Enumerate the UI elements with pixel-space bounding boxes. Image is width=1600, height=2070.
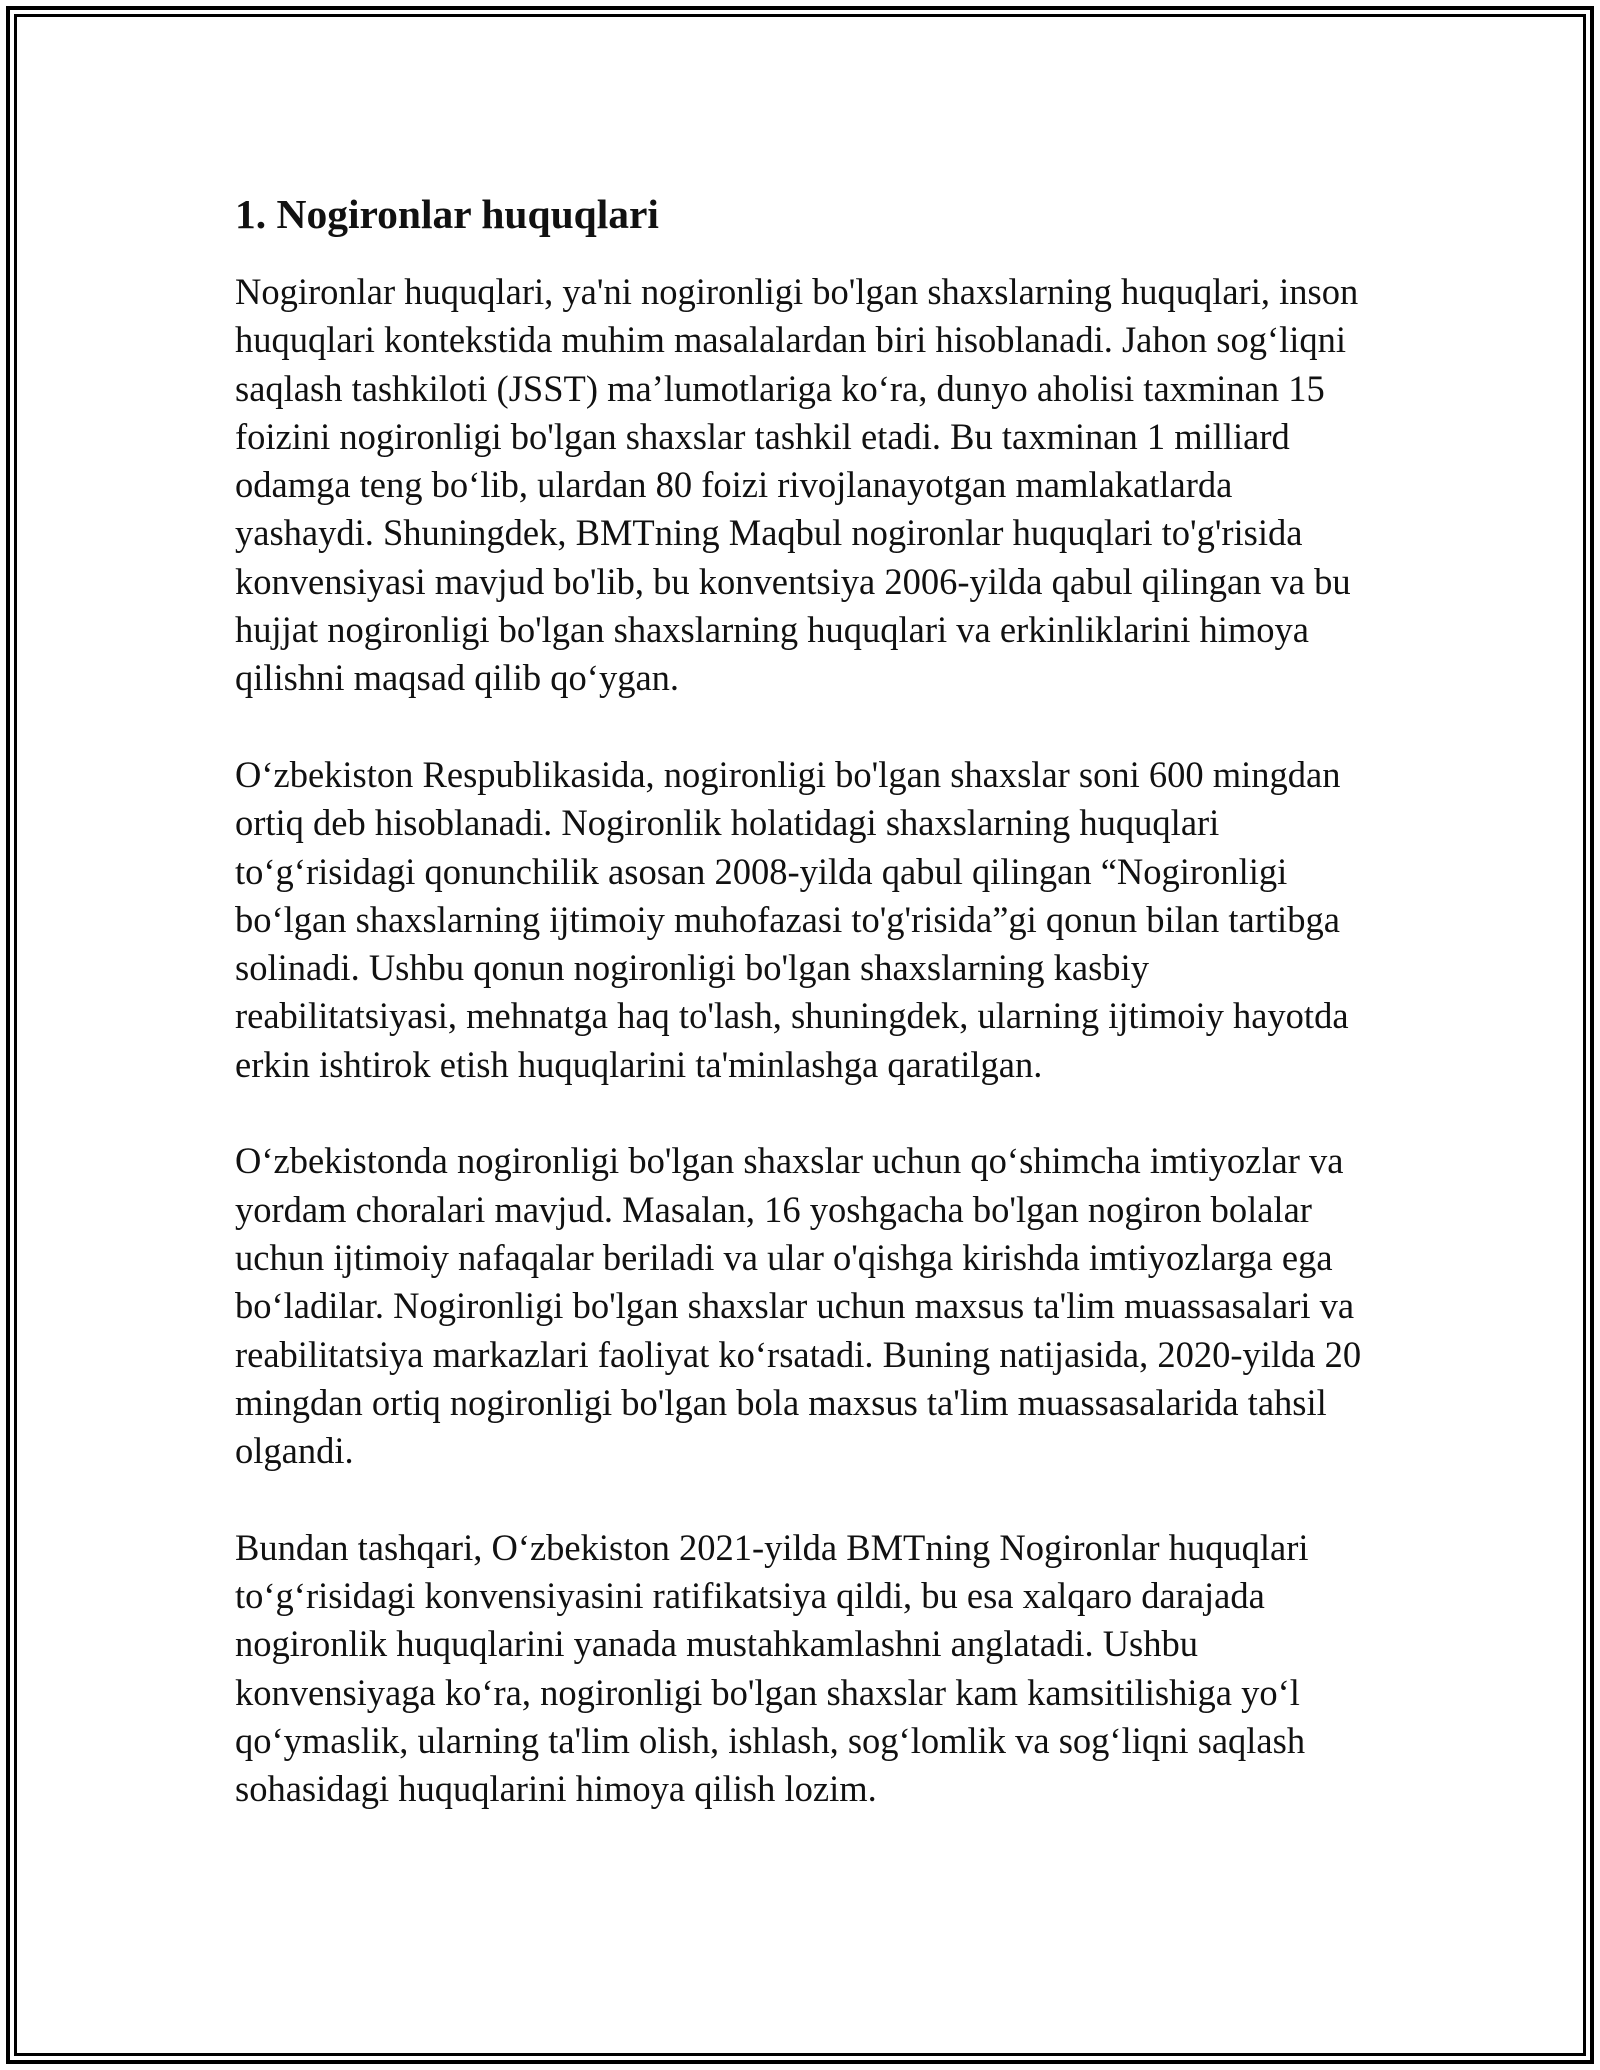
paragraph-line: ortiq deb hisoblanadi. Nogironlik holatidagi shaxslarning huquqlari	[235, 802, 1220, 844]
paragraph-1	[235, 268, 1435, 703]
paragraph-line: erkin ishtirok etish huquqlarini ta'minlashga qaratilgan.	[235, 1043, 1043, 1085]
paragraph-line: reabilitatsiya markazlari faoliyat ko‘rsatadi. Buning natijasida, 2020-yilda 20	[235, 1333, 1362, 1375]
paragraph-line: qilishni maqsad qilib qo‘ygan.	[235, 657, 680, 699]
paragraph-line: Bundan tashqari, O‘zbekiston 2021-yilda BMTning Nogironlar huquqlari	[235, 1526, 1309, 1568]
paragraph-line: bo‘lgan shaxslarning ijtimoiy muhofazasi to'g'risida”gi qonun bilan tartibga	[235, 898, 1340, 940]
paragraph-line: yashaydi. Shuningdek, BMTning Maqbul nogironlar huquqlari to'g'risida	[235, 512, 1303, 554]
paragraph-line: foizini nogironligi bo'lgan shaxslar tashkil etadi. Bu taxminan 1 milliard	[235, 415, 1290, 457]
paragraph-4	[235, 1524, 1435, 1814]
paragraph-line: hujjat nogironligi bo'lgan shaxslarning huquqlari va erkinliklarini himoya	[235, 609, 1310, 651]
paragraph-line: bo‘ladilar. Nogironligi bo'lgan shaxslar uchun maxsus ta'lim muassasalari va	[235, 1285, 1355, 1327]
paragraph-line: to‘g‘risidagi qonunchilik asosan 2008-yilda qabul qilingan “Nogironligi	[235, 850, 1288, 892]
paragraph-line: konvensiyasi mavjud bo'lib, bu konventsiya 2006-yilda qabul qilingan va bu	[235, 560, 1351, 602]
paragraph-line: Nogironlar huquqlari, ya'ni nogironligi bo'lgan shaxslarning huquqlari, inson	[235, 271, 1359, 312]
paragraph-line: huquqlari kontekstida muhim masalalardan biri hisoblanadi. Jahon sog‘liqni	[235, 319, 1347, 361]
paragraph-3	[235, 1137, 1435, 1475]
paragraph-2	[235, 751, 1435, 1089]
paragraph-line: solinadi. Ushbu qonun nogironligi bo'lgan shaxslarning kasbiy	[235, 947, 1149, 989]
paragraph-line: sohasidagi huquqlarini himoya qilish lozim.	[235, 1768, 877, 1810]
paragraph-line: to‘g‘risidagi konvensiyasini ratifikatsiya qildi, bu esa xalqaro darajada	[235, 1575, 1265, 1617]
paragraph-line: konvensiyaga ko‘ra, nogironligi bo'lgan shaxslar kam kamsitilishiga yo‘l	[235, 1671, 1300, 1713]
paragraph-line: odamga teng bo‘lib, ulardan 80 foizi rivojlanayotgan mamlakatlarda	[235, 464, 1233, 506]
paragraph-line: O‘zbekiston Respublikasida, nogironligi bo'lgan shaxslar soni 600 mingdan	[235, 753, 1341, 795]
paragraph-line: yordam choralari mavjud. Masalan, 16 yoshgacha bo'lgan nogiron bolalar	[235, 1188, 1312, 1230]
paragraph-line: nogironlik huquqlarini yanada mustahkamlashni anglatadi. Ushbu	[235, 1623, 1199, 1665]
paragraph-line: reabilitatsiyasi, mehnatga haq to'lash, shuningdek, ularning ijtimoiy hayotda	[235, 995, 1349, 1037]
paragraph-list	[235, 268, 1435, 1814]
paragraph-line: O‘zbekistonda nogironligi bo'lgan shaxslar uchun qo‘shimcha imtiyozlar va	[235, 1140, 1344, 1182]
paragraph-line: olgandi.	[235, 1430, 354, 1472]
section-heading: 1. Nogironlar huquqlari	[235, 191, 659, 237]
document-body	[235, 190, 1435, 1862]
paragraph-line: qo‘ymaslik, ularning ta'lim olish, ishlash, sog‘lomlik va sog‘liqni saqlash	[235, 1719, 1306, 1761]
paragraph-line: uchun ijtimoiy nafaqalar beriladi va ular o'qishga kirishda imtiyozlarga ega	[235, 1236, 1333, 1278]
paragraph-line: saqlash tashkiloti (JSST) ma’lumotlariga ko‘ra, dunyo aholisi taxminan 15	[235, 367, 1325, 409]
paragraph-line: mingdan ortiq nogironligi bo'lgan bola maxsus ta'lim muassasalarida tahsil	[235, 1381, 1327, 1423]
